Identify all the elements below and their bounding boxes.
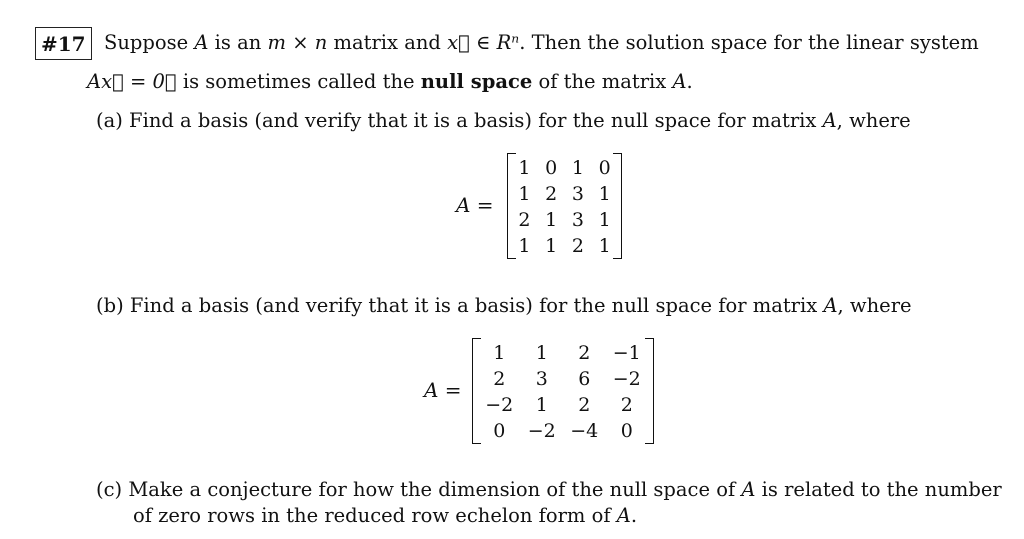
intro-text: . — [686, 70, 693, 93]
matrix-a-cell: 1 — [518, 235, 531, 257]
matrix-b-cell: 6 — [578, 368, 591, 390]
matrix-a-cell: 3 — [571, 183, 584, 205]
part-c-line-1 — [96, 480, 1002, 500]
matrix-b-cell: −2 — [485, 394, 514, 416]
matrix-b — [472, 338, 654, 444]
matrix-a-cell: 0 — [545, 157, 558, 179]
matrix-b-cell: 1 — [535, 394, 548, 416]
matrix-a-cell: 2 — [518, 209, 531, 231]
matrix-a-cell: 1 — [598, 235, 611, 257]
part-b-text-end: , where — [837, 294, 912, 317]
intro-line-1 — [104, 33, 979, 53]
matrix-label-text: A = — [424, 378, 462, 402]
matrix-b-cell: 1 — [493, 342, 506, 364]
matrix-a-cells — [511, 157, 618, 257]
intro-text: Suppose — [104, 31, 195, 54]
matrix-b-cell: −2 — [612, 368, 641, 390]
matrix-a-cell: 1 — [598, 183, 611, 205]
part-a-text: Find a basis (and verify that it is a basis) for the null space for matrix — [129, 109, 823, 132]
part-a-label: (a) — [96, 109, 123, 132]
part-c-label: (c) — [96, 478, 123, 501]
part-b-label: (b) — [96, 294, 124, 317]
intro-text: of the matrix — [532, 70, 673, 93]
var-A: A — [741, 478, 756, 501]
matrix-a-cell: 2 — [545, 183, 558, 205]
null-space-term: null space — [420, 70, 533, 93]
matrix-b-cell: −2 — [527, 420, 556, 442]
dimension-expr: m × n — [267, 31, 328, 54]
matrix-b-cell: 2 — [578, 342, 591, 364]
system-equation: Ax⃗ = 0⃗ — [87, 70, 177, 93]
intro-line-2 — [87, 72, 693, 92]
intro-text: . Then the solution space for the linear system — [519, 31, 979, 54]
part-c-line-2 — [133, 506, 637, 526]
problem-number: #17 — [41, 32, 86, 56]
part-a-text-end: , where — [836, 109, 911, 132]
matrix-b-cell: −4 — [570, 420, 599, 442]
matrix-a-cell: 1 — [518, 157, 531, 179]
matrix-a-cell: 1 — [571, 157, 584, 179]
part-a-prompt — [96, 111, 911, 131]
var-A: A — [616, 504, 631, 527]
matrix-b-cell: 3 — [535, 368, 548, 390]
part-c-text: . — [630, 504, 638, 527]
problem-number-box — [35, 27, 92, 60]
matrix-b-cells — [478, 342, 648, 442]
matrix-a-cell: 1 — [598, 209, 611, 231]
var-A: A — [672, 70, 687, 93]
matrix-a — [507, 153, 622, 259]
matrix-b-cell: 0 — [493, 420, 506, 442]
matrix-b-cell: 2 — [578, 394, 591, 416]
matrix-b-cell: 1 — [535, 342, 548, 364]
intro-text: matrix and — [327, 31, 448, 54]
matrix-b-label — [424, 378, 462, 402]
matrix-a-cell: 0 — [598, 157, 611, 179]
matrix-b-cell: 0 — [620, 420, 633, 442]
var-A: A — [194, 31, 209, 54]
var-A: A — [822, 109, 837, 132]
matrix-b-cell: 2 — [620, 394, 633, 416]
part-c-text: of zero rows in the reduced row echelon form of — [133, 504, 617, 527]
matrix-a-cell: 2 — [571, 235, 584, 257]
part-b-prompt — [96, 296, 912, 316]
part-c-text: Make a conjecture for how the dimension of the null space of — [128, 478, 742, 501]
matrix-a-cell: 3 — [571, 209, 584, 231]
matrix-a-cell: 1 — [518, 183, 531, 205]
matrix-b-cell: −1 — [612, 342, 641, 364]
matrix-a-cell: 1 — [545, 209, 558, 231]
var-A: A — [823, 294, 838, 317]
intro-text: is an — [208, 31, 268, 54]
vector-membership: x⃗ ∈ Rⁿ — [447, 31, 520, 54]
matrix-a-cell: 1 — [545, 235, 558, 257]
part-c-text: is related to the number — [755, 478, 1002, 501]
matrix-a-label — [456, 193, 494, 217]
intro-text: is sometimes called the — [176, 70, 421, 93]
matrix-label-text: A = — [456, 193, 494, 217]
matrix-b-cell: 2 — [493, 368, 506, 390]
part-b-text: Find a basis (and verify that it is a basis) for the null space for matrix — [129, 294, 824, 317]
